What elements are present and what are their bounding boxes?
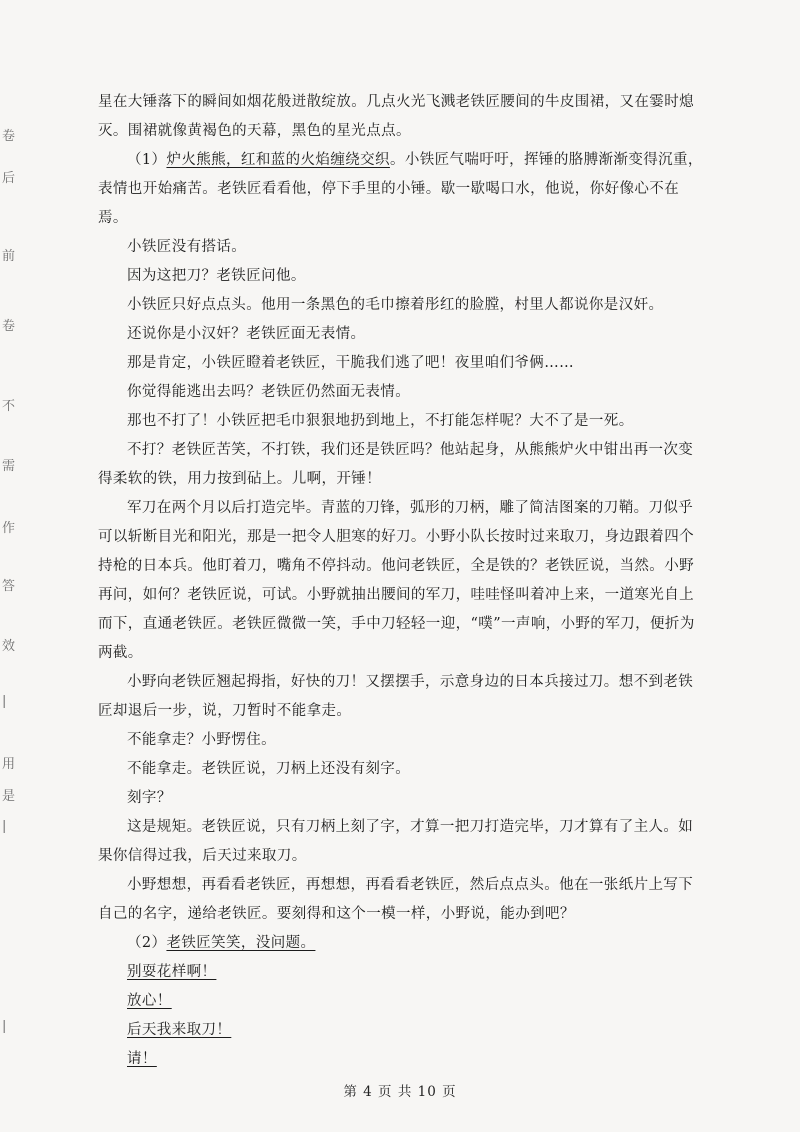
paragraph: 你觉得能逃出去吗？老铁匠仍然面无表情。 bbox=[127, 384, 411, 400]
page-footer: 第 4 页 共 10 页 bbox=[343, 1084, 457, 1100]
paragraph: 这是规矩。老铁匠说，只有刀柄上刻了字，才算一把刀打造完毕，刀才算有了主人。如果你信得过我，后天过来取刀。 bbox=[98, 819, 694, 864]
margin-mark: 不 bbox=[2, 399, 16, 414]
passage-text bbox=[98, 88, 708, 1074]
paragraph: 那也不打了！小铁匠把毛巾狠狠地扔到地上，不打能怎样呢？大不了是一死。 bbox=[127, 413, 634, 429]
paragraph: 不打？老铁匠苦笑，不打铁，我们还是铁匠吗？他站起身，从熊熊炉火中钳出再一次变得柔软的铁，用力按到砧上。儿啊，开锤！ bbox=[98, 442, 694, 487]
question-marker: （2） bbox=[127, 935, 167, 951]
paragraph: 小铁匠只好点点头。他用一条黑色的毛巾擦着彤红的脸膛，村里人都说你是汉奸。 bbox=[127, 297, 664, 313]
question-marker: （1） bbox=[127, 152, 167, 168]
underlined-sentence: 放心！ bbox=[127, 993, 172, 1009]
paragraph: 小铁匠没有搭话。 bbox=[127, 239, 247, 255]
underlined-sentence: 炉火熊熊，红和蓝的火焰缠绕交织 bbox=[166, 152, 390, 168]
paragraph bbox=[98, 987, 708, 1016]
paragraph: 小野想想，再看看老铁匠，再想想，再看看老铁匠，然后点点头。他在一张纸片上写下自己的名字，递给老铁匠。要刻得和这个一模一样，小野说，能办到吧？ bbox=[98, 877, 694, 922]
paragraph bbox=[98, 1016, 708, 1045]
margin-mark: 答 bbox=[2, 579, 16, 594]
paragraph: 星在大锤落下的瞬间如烟花般迸散绽放。几点火光飞溅老铁匠腰间的牛皮围裙，又在霎时熄灭。围裙就像黄褐色的天幕，黑色的星光点点。 bbox=[98, 94, 694, 139]
margin-mark: | bbox=[2, 1019, 7, 1034]
margin-mark: 需 bbox=[2, 459, 16, 474]
paragraph: 军刀在两个月以后打造完毕。青蓝的刀锋，弧形的刀柄，雕了简洁图案的刀鞘。刀似乎可以斩断目光和阳光，那是一把令人胆寒的好刀。小野小队长按时过来取刀，身边跟着四个持枪的日本兵。他盯着刀，嘴角不停抖动。他问老铁匠，全是铁的？老铁匠说，当然。小野再问，如何？老铁匠说，可试。小野就抽出腰间的军刀，哇哇怪叫着冲上来，一道寒光自上而下，直通老铁匠。老铁匠微微一笑，手中刀轻轻一迎，“噗”一声响，小野的军刀，便折为两截。 bbox=[98, 500, 695, 661]
paragraph: 那是肯定，小铁匠瞪着老铁匠，干脆我们逃了吧！夜里咱们爷俩…… bbox=[127, 355, 574, 371]
margin-mark: | bbox=[2, 694, 7, 709]
margin-mark: | bbox=[2, 819, 7, 834]
underlined-sentence: 老铁匠笑笑，没问题。 bbox=[166, 935, 316, 951]
paragraph-marked-1: （1）炉火熊熊，红和蓝的火焰缠绕交织。小铁匠气喘吁吁，挥锤的胳膊渐渐变得沉重，表情也开始痛苦。老铁匠看看他，停下手里的小锤。歇一歇喝口水，他说，你好像心不在焉。 bbox=[98, 152, 703, 226]
paragraph-marked-2 bbox=[98, 929, 708, 958]
paragraph: 因为这把刀？老铁匠问他。 bbox=[127, 268, 306, 284]
margin-mark: 卷 bbox=[2, 319, 16, 334]
underlined-sentence: 别耍花样啊！ bbox=[127, 964, 217, 980]
margin-mark: 前 bbox=[2, 249, 16, 264]
margin-mark: 效 bbox=[2, 639, 16, 654]
margin-mark: 卷 bbox=[2, 129, 16, 144]
margin-mark: 是 bbox=[2, 789, 16, 804]
paragraph: 刻字？ bbox=[127, 790, 172, 806]
margin-mark: 作 bbox=[2, 521, 16, 536]
paragraph bbox=[98, 958, 708, 987]
margin-mark: 后 bbox=[2, 171, 16, 186]
paragraph: 不能拿走。老铁匠说，刀柄上还没有刻字。 bbox=[127, 761, 411, 777]
underlined-sentence: 请！ bbox=[127, 1051, 157, 1067]
paragraph bbox=[98, 1045, 708, 1074]
margin-mark: 用 bbox=[2, 757, 16, 772]
paragraph: 小野向老铁匠翘起拇指，好快的刀！又摆摆手，示意身边的日本兵接过刀。想不到老铁匠却退后一步，说，刀暂时不能拿走。 bbox=[98, 674, 694, 719]
paragraph: 还说你是小汉奸？老铁匠面无表情。 bbox=[127, 326, 366, 342]
paragraph: 不能拿走？小野愣住。 bbox=[127, 732, 276, 748]
underlined-sentence: 后天我来取刀！ bbox=[127, 1022, 232, 1038]
